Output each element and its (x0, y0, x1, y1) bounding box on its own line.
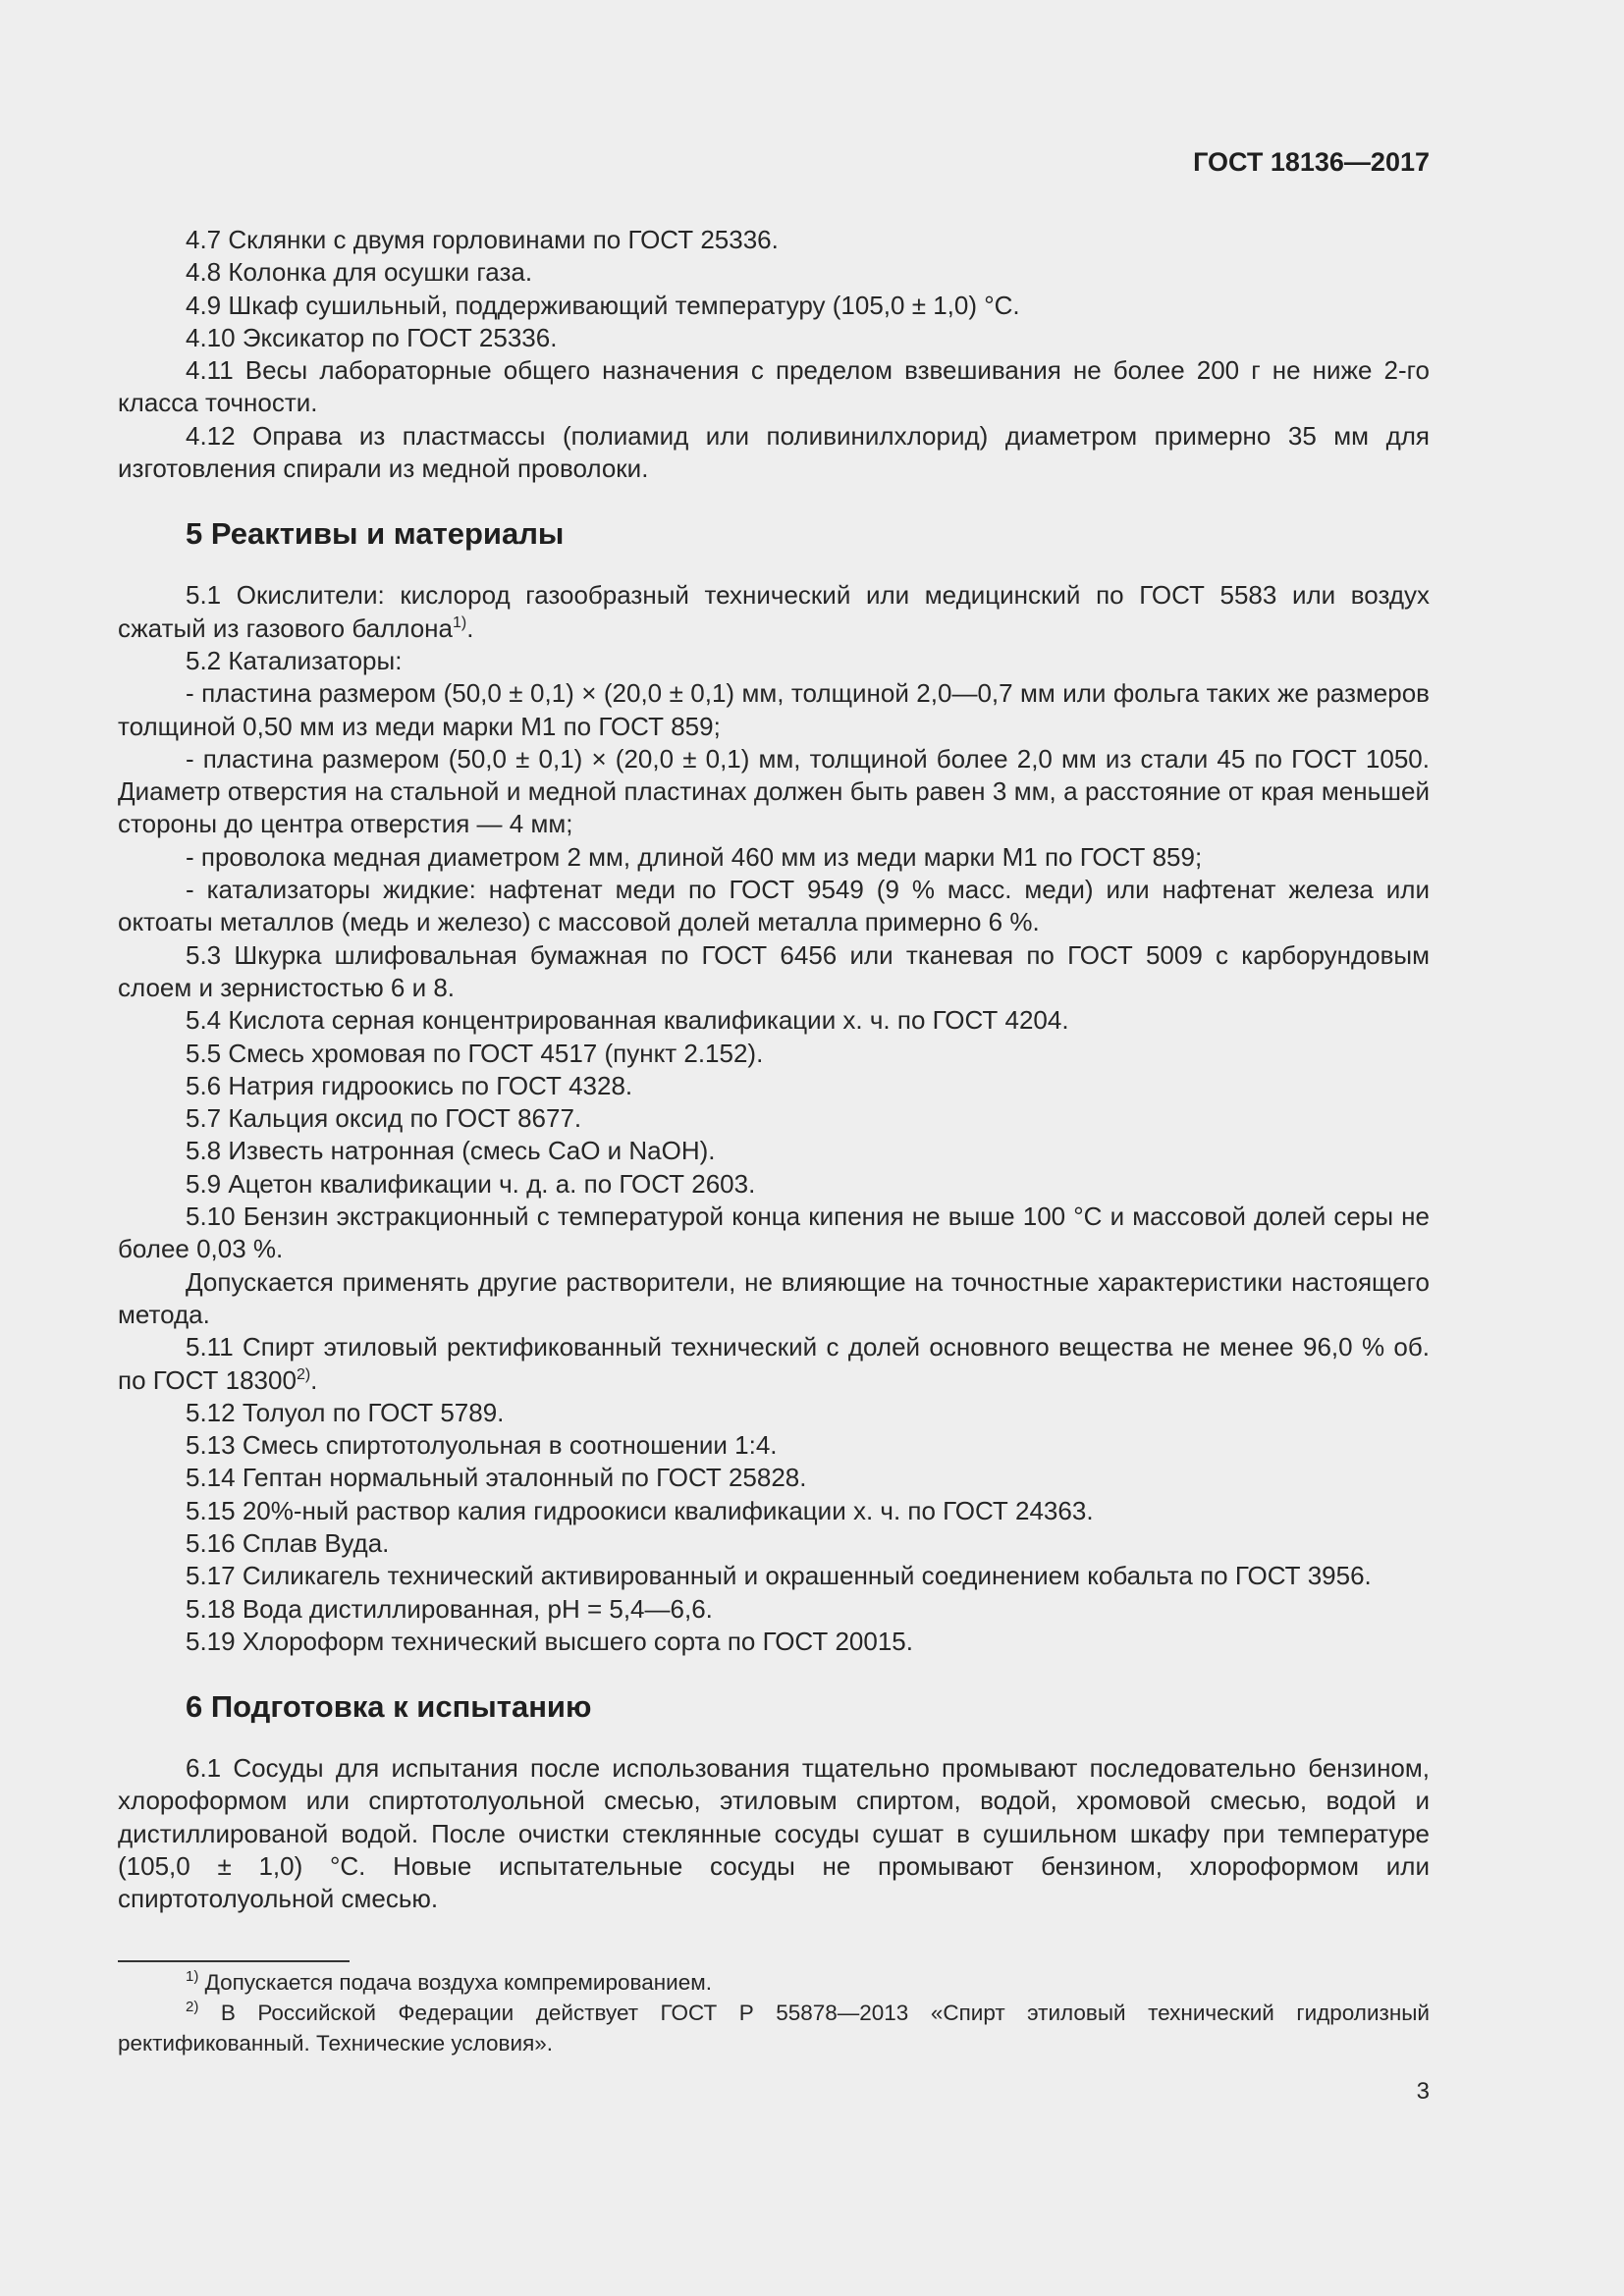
footnote-1-text: Допускается подача воздуха компремированием. (198, 1970, 712, 1995)
item-4-11: 4.11 Весы лабораторные общего назначения с пределом взвешивания не более 200 г не ниже 2-го класса точности. (118, 355, 1430, 418)
item-5-1-text: 5.1 Окислители: кислород газообразный технический или медицинский по ГОСТ 5583 или воздух сжатый из газового баллона (118, 580, 1430, 643)
section-5-heading: 5 Реактивы и материалы (186, 516, 565, 552)
section-5-list (118, 579, 1430, 1658)
item-5-16: 5.16 Сплав Вуда. (186, 1527, 390, 1558)
item-5-9: 5.9 Ацетон квалификации ч. д. а. по ГОСТ 2603. (186, 1168, 756, 1199)
item-5-19: 5.19 Хлороформ технический высшего сорта по ГОСТ 20015. (186, 1626, 913, 1656)
footnote-1-mark: 1) (186, 1968, 199, 1985)
catalyst-bullet-2: - пластина размером (50,0 ± 0,1) × (20,0 ± 0,1) мм, толщиной более 2,0 мм из стали 45 по ГОСТ 1050. Диаметр отверстия на стальной и медной пластинах должен быть равен 3 мм, а расстояние от края меньшей стороны до центра отверстия — 4 мм; (118, 743, 1430, 839)
item-4-10: 4.10 Эксикатор по ГОСТ 25336. (186, 322, 558, 352)
item-5-12: 5.12 Толуол по ГОСТ 5789. (186, 1397, 505, 1427)
section-6-list (118, 1752, 1430, 1915)
item-5-17: 5.17 Силикагель технический активированный и окрашенный соединением кобальта по ГОСТ 3956. (186, 1561, 1372, 1591)
item-4-12: 4.12 Оправа из пластмассы (полиамид или поливинилхлорид) диаметром примерно 35 мм для изготовления спирали из медной проволоки. (118, 420, 1430, 484)
item-5-5: 5.5 Смесь хромовая по ГОСТ 4517 (пункт 2.152). (186, 1038, 764, 1068)
footnote-separator (118, 1960, 350, 1962)
item-6-1: 6.1 Сосуды для испытания после использования тщательно промывают последовательно бензином, хлороформом или спиртотолуольной смесью, этиловым спиртом, водой, хромовой смесью, водой и дистиллированой водой. После очистки стеклянные сосуды сушат в сушильном шкафу при температуре (105,0 ± 1,0) °С. Новые испытательные сосуды не промывают бензином, хлороформом или спиртотолуольной смесью. (118, 1753, 1430, 1914)
footnote-ref-1: 1) (453, 614, 467, 631)
catalyst-bullet-3: - проволока медная диаметром 2 мм, длиной 460 мм из меди марки М1 по ГОСТ 859; (186, 841, 1203, 872)
item-5-6: 5.6 Натрия гидроокись по ГОСТ 4328. (186, 1070, 633, 1100)
item-5-14: 5.14 Гептан нормальный эталонный по ГОСТ 25828. (186, 1463, 807, 1493)
document-body (118, 224, 1430, 1916)
item-5-11 (118, 1331, 1430, 1397)
item-5-13: 5.13 Смесь спиртотолуольная в соотношении 1:4. (186, 1430, 778, 1461)
section-6-heading: 6 Подготовка к испытанию (186, 1689, 592, 1725)
footnote-ref-2: 2) (296, 1365, 311, 1383)
item-5-15: 5.15 20%-ный раствор калия гидроокиси квалификации х. ч. по ГОСТ 24363. (186, 1495, 1094, 1525)
section-4-list (118, 224, 1430, 485)
item-5-3: 5.3 Шкурка шлифовальная бумажная по ГОСТ 6456 или тканевая по ГОСТ 5009 с карборундовым слоем и зернистостью 6 и 8. (118, 939, 1430, 1002)
footnotes (118, 1967, 1430, 2058)
item-5-1-end: . (466, 613, 474, 643)
footnote-1 (118, 1967, 1430, 1998)
footnote-2-mark: 2) (186, 1999, 199, 2015)
item-4-8: 4.8 Колонка для осушки газа. (186, 257, 533, 288)
item-5-10: 5.10 Бензин экстракционный с температурой конца кипения не выше 100 °С и массовой долей серы не более 0,03 %. (118, 1201, 1430, 1264)
document-code: ГОСТ 18136—2017 (1193, 147, 1430, 177)
item-5-7: 5.7 Кальция оксид по ГОСТ 8677. (186, 1103, 582, 1134)
item-5-4: 5.4 Кислота серная концентрированная квалификации х. ч. по ГОСТ 4204. (186, 1005, 1069, 1036)
item-4-7: 4.7 Склянки с двумя горловинами по ГОСТ 25336. (186, 225, 779, 254)
item-5-2: 5.2 Катализаторы: (186, 645, 403, 675)
item-5-18: 5.18 Вода дистиллированная, pH = 5,4—6,6. (186, 1593, 713, 1624)
item-5-10-note: Допускается применять другие растворители, не влияющие на точностные характеристики настоящего метода. (118, 1266, 1430, 1329)
footnote-2-text: В Российской Федерации действует ГОСТ Р 55878—2013 «Спирт этиловый технический гидролизный ректификованный. Технические условия». (118, 2001, 1430, 2056)
item-4-9: 4.9 Шкаф сушильный, поддерживающий температуру (105,0 ± 1,0) °С. (186, 290, 1020, 320)
footnote-2 (118, 1998, 1430, 2058)
page-number: 3 (1416, 2078, 1430, 2105)
catalyst-bullet-4: - катализаторы жидкие: нафтенат меди по ГОСТ 9549 (9 % масс. меди) или нафтенат железа или октоаты металлов (медь и железо) с массовой долей металла примерно 6 %. (118, 875, 1430, 937)
item-5-1 (118, 579, 1430, 645)
item-5-11-end: . (310, 1364, 318, 1395)
catalyst-bullet-1: - пластина размером (50,0 ± 0,1) × (20,0 ± 0,1) мм, толщиной 2,0—0,7 мм или фольга таких же размеров толщиной 0,50 мм из меди марки М1 по ГОСТ 859; (118, 678, 1430, 741)
item-5-11-text: 5.11 Спирт этиловый ректификованный технический с долей основного вещества не менее 96,0 % об. по ГОСТ 18300 (118, 1332, 1430, 1395)
item-5-8: 5.8 Известь натронная (смесь CaO и NaOH). (186, 1136, 716, 1166)
